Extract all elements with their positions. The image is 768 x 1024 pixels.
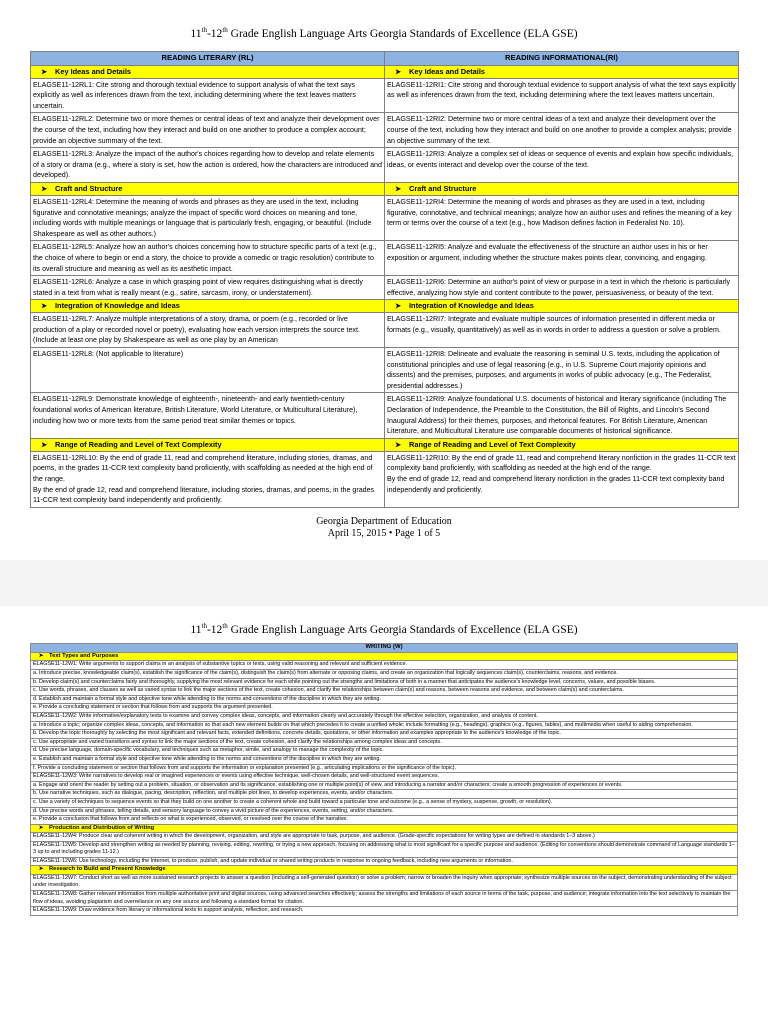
standard-row bbox=[31, 721, 738, 730]
arrow-bullet-icon: ➤ bbox=[395, 68, 401, 76]
standard-cell bbox=[31, 712, 738, 721]
standard-cell bbox=[31, 747, 738, 756]
standard-text: ELAGSE11-12RI5: Analyze and evaluate the effectiveness of the structure an author uses in his or her exposition or argument, including whether the structure makes points clear, convincing, and engaging. bbox=[387, 243, 708, 262]
standard-text: ELAGSE11-12W9: Draw evidence from literary or informational texts to support analysis, reflection, and research. bbox=[33, 907, 304, 914]
arrow-bullet-icon: ➤ bbox=[38, 866, 44, 873]
arrow-bullet-icon: ➤ bbox=[41, 441, 47, 449]
section-heading-text: Text Types and Purposes bbox=[49, 653, 119, 659]
section-heading-text: Integration of Knowledge and Ideas bbox=[55, 301, 180, 311]
section-heading-cell bbox=[385, 65, 739, 78]
title-number: 11 bbox=[190, 27, 202, 40]
section-heading-cell bbox=[31, 824, 738, 832]
reading-standards-table bbox=[30, 51, 739, 508]
standard-text: ELAGSE11-12W4: Produce clear and coherent writing in which the development, organization, and style are appropriate to task, purpose, and audience. (Grade-specific expectations for writing types are defined in standards 1–3 above.) bbox=[33, 833, 595, 840]
standard-row bbox=[31, 113, 739, 148]
standard-cell bbox=[31, 807, 738, 816]
standard-text: ELAGSE11-12RI6: Determine an author's point of view or purpose in a text in which the rhetoric is particularly effective, analyzing how style and content contribute to the power, persuasiveness, or beauty of the text. bbox=[387, 278, 731, 297]
standard-row bbox=[31, 764, 738, 773]
arrow-bullet-icon: ➤ bbox=[41, 303, 47, 311]
arrow-bullet-icon: ➤ bbox=[395, 441, 401, 449]
title-number: -12 bbox=[206, 27, 223, 40]
section-heading-text: Research to Build and Present Knowledge bbox=[49, 866, 166, 873]
standard-row bbox=[31, 907, 738, 916]
standard-row bbox=[31, 313, 739, 348]
section-heading-text: Range of Reading and Level of Text Complexity bbox=[409, 439, 576, 449]
arrow-bullet-icon: ➤ bbox=[38, 824, 44, 831]
footer-date-page: April 15, 2015 • Page 1 of 5 bbox=[327, 528, 441, 539]
standard-cell bbox=[31, 678, 738, 687]
section-heading-text: Range of Reading and Level of Text Complexity bbox=[55, 439, 222, 449]
standard-cell bbox=[31, 148, 385, 183]
arrow-bullet-icon: ➤ bbox=[41, 185, 47, 193]
standard-cell bbox=[31, 857, 738, 866]
standard-text: ELAGSE11-12RI3: Analyze a complex set of ideas or sequence of events and explain how specific individuals, ideas, or events interact and develop over the course of the text. bbox=[387, 150, 734, 169]
standard-text: ELAGSE11-12W5: Develop and strengthen writing as needed by planning, revising, editing, rewriting, or trying a new approach, focusing on addressing what is most significant for a specific purpose and audience. (Editing for conventions should demonstrate command of Language standards 1–3 up to and including grades 11-12.) bbox=[33, 841, 735, 856]
title-ordinal: th bbox=[222, 26, 228, 34]
title-text: Grade English Language Arts Georgia Standards of Excellence (ELA GSE) bbox=[227, 27, 578, 40]
standard-text: e. Provide a concluding statement or section that follows from and supports the argument presented. bbox=[33, 704, 273, 711]
title-number: 11 bbox=[190, 623, 202, 636]
section-heading-text: Craft and Structure bbox=[409, 183, 477, 193]
standard-row bbox=[31, 874, 738, 890]
section-heading-text: Production and Distribution of Writing bbox=[49, 824, 155, 831]
standard-row bbox=[31, 687, 738, 696]
standard-text: ELAGSE11-12RL9: Demonstrate knowledge of eighteenth-, nineteenth- and early twentieth-century foundational works of American literature, British Literature, World Literature, or Multicultural Literature), including how two or more texts from the same period treat similar themes or topics. bbox=[33, 395, 358, 425]
standard-text: f. Provide a concluding statement or section that follows from and supports the information or explanation presented (e.g., articulating implications or the significance of the topic). bbox=[33, 764, 457, 771]
arrow-bullet-icon: ➤ bbox=[38, 653, 44, 659]
column-header-writing: WRITING (W) bbox=[31, 644, 738, 653]
page-footer bbox=[0, 516, 768, 540]
standard-cell bbox=[31, 393, 385, 438]
standard-cell bbox=[31, 687, 738, 696]
section-heading-text: Key Ideas and Details bbox=[409, 66, 485, 76]
standard-text: c. Use a variety of techniques to sequence events so that they build on one another to create a coherent whole and build toward a particular tone and outcome (e.g., a sense of mystery, suspense, growth, or resolution). bbox=[33, 798, 553, 805]
standard-cell bbox=[31, 78, 385, 113]
section-row bbox=[31, 438, 739, 451]
standard-row bbox=[31, 816, 738, 825]
standard-text: ELAGSE11-12RI7: Integrate and evaluate multiple sources of information presented in different media or formats (e.g., visually, quantitatively) as well as in words in order to address a question or solve a problem. bbox=[387, 315, 721, 334]
standard-cell bbox=[31, 833, 738, 842]
standard-text: a. Introduce a topic; organize complex ideas, concepts, and information so that each new element builds on that which precedes it to create a unified whole; include formatting (e.g., headings), graphics (e.g., figures, tables), and multimedia when useful to aiding comprehension. bbox=[33, 721, 693, 728]
standard-row bbox=[31, 670, 738, 679]
standard-text: d. Use precise language, domain-specific vocabulary, and techniques such as metaphor, simile, and analogy to manage the complexity of the topic. bbox=[33, 747, 384, 754]
standard-cell bbox=[31, 661, 738, 670]
standard-row bbox=[31, 833, 738, 842]
section-row bbox=[31, 824, 738, 832]
page1-title bbox=[0, 26, 768, 40]
standard-text: ELAGSE11-12RL7: Analyze multiple interpretations of a story, drama, or poem (e.g., recorded or live production of a play or recorded novel or poetry), evaluating how each version interprets the source text. (Include at least one play by Shakespeare as well as one play by an American bbox=[33, 315, 360, 345]
standard-text: ELAGSE11-12W8: Gather relevant information from multiple authoritative print and digital sources, using advanced searches effectively; assess the strengths and limitations of each source in terms of the task, purpose, and audience; integrate information into the text selectively to maintain the flow of ideas, avoiding plagiarism and overreliance on any one source and following a standard format for citation. bbox=[33, 891, 731, 905]
standard-row bbox=[31, 276, 739, 300]
standard-row bbox=[31, 195, 739, 240]
standard-text: ELAGSE11-12RL4: Determine the meaning of words and phrases as they are used in the text, including figurative and connotative meanings; analyze the impact of specific word choices on meaning and tone, including words with multiple meanings or language that is particularly fresh, engaging, or beautiful. (Include Shakespeare as well as other authors.) bbox=[33, 197, 372, 238]
standard-cell bbox=[31, 348, 385, 393]
standard-cell bbox=[385, 393, 739, 438]
standard-cell bbox=[385, 313, 739, 348]
standard-row bbox=[31, 730, 738, 739]
standard-cell bbox=[31, 773, 738, 782]
standard-text: b. Use narrative techniques, such as dialogue, pacing, description, reflection, and multiple plot lines, to develop experiences, events, and/or characters. bbox=[33, 790, 394, 797]
standard-cell bbox=[31, 874, 738, 890]
standard-row bbox=[31, 738, 738, 747]
writing-table-body bbox=[31, 653, 738, 916]
standard-cell bbox=[385, 113, 739, 148]
standard-cell bbox=[31, 241, 385, 276]
standard-cell bbox=[31, 781, 738, 790]
table-header-row bbox=[31, 52, 739, 66]
standard-text: ELAGSE11-12RI4: Determine the meaning of words and phrases as they are used in a text, including figurative, connotative, and technical meanings; analyze how an author uses and refines the meaning of a key term or terms over the course of a text (e.g., how Madison defines faction in Federalist No. 10). bbox=[387, 197, 732, 228]
standard-text: ELAGSE11-12RI1: Cite strong and thorough textual evidence to support analysis of what the text says explicitly as well as inferences drawn from the text, including determining where the text leaves matters uncertain. bbox=[387, 80, 736, 100]
standard-row bbox=[31, 661, 738, 670]
standard-row bbox=[31, 790, 738, 799]
standard-text: a. Engage and orient the reader by setting out a problem, situation, or observation and its significance, establishing one or multiple point(s) of view, and introducing a narrator and/or characters; create a smooth progression of experiences or events. bbox=[33, 781, 623, 788]
section-heading-cell bbox=[385, 438, 739, 451]
standard-text: d. Use precise words and phrases, telling details, and sensory language to convey a vivid picture of the experiences, events, setting, and/or characters. bbox=[33, 807, 394, 814]
standard-text: ELAGSE11-12W1: Write arguments to support claims in an analysis of substantive topics or texts, using valid reasoning and relevant and sufficient evidence. bbox=[33, 661, 407, 668]
column-header-reading-informational: READING INFORMATIONAL(RI) bbox=[385, 52, 739, 66]
standard-row bbox=[31, 891, 738, 907]
standard-text: ELAGSE11-12RL3: Analyze the impact of the author's choices regarding how to develop and relate elements of a story or drama (e.g., where a story is set, how the action is ordered, how the characters are introduced and developed). bbox=[33, 150, 382, 180]
standard-cell bbox=[31, 891, 738, 907]
standard-text: ELAGSE11-12W6: Use technology, including the Internet, to produce, publish, and update individual or shared writing products in response to ongoing feedback, including new arguments or information. bbox=[33, 857, 513, 864]
title-ordinal: th bbox=[201, 622, 207, 630]
column-header-reading-literary: READING LITERARY (RL) bbox=[31, 52, 385, 66]
standard-text: ELAGSE11-12W3: Write narratives to develop real or imagined experiences or events using effective technique, well-chosen details, and well-structured event sequences. bbox=[33, 773, 440, 780]
standard-row bbox=[31, 241, 739, 276]
standard-text: e. Provide a conclusion that follows from and reflects on what is experienced, observed, or resolved over the course of the narrative. bbox=[33, 816, 348, 823]
standard-text: ELAGSE11-12RL8: (Not applicable to literature) bbox=[33, 350, 184, 359]
standard-cell bbox=[31, 738, 738, 747]
footer-department: Georgia Department of Education bbox=[316, 516, 452, 527]
table-header-row bbox=[31, 644, 738, 653]
standard-row bbox=[31, 807, 738, 816]
section-row bbox=[31, 182, 739, 195]
standard-cell bbox=[31, 798, 738, 807]
section-heading-cell bbox=[31, 300, 385, 313]
standard-cell bbox=[31, 276, 385, 300]
arrow-bullet-icon: ➤ bbox=[41, 68, 47, 76]
standard-cell bbox=[31, 730, 738, 739]
section-heading-text: Key Ideas and Details bbox=[55, 66, 131, 76]
standard-cell bbox=[31, 907, 738, 916]
standard-cell bbox=[31, 755, 738, 764]
section-heading-cell bbox=[385, 300, 739, 313]
standard-row bbox=[31, 755, 738, 764]
standard-cell bbox=[385, 241, 739, 276]
section-heading-cell bbox=[31, 65, 385, 78]
standard-text: d. Establish and maintain a formal style and objective tone while attending to the norms and conventions of the discipline in which they are writing. bbox=[33, 695, 381, 702]
standard-row bbox=[31, 148, 739, 183]
standard-cell bbox=[31, 670, 738, 679]
title-text: Grade English Language Arts Georgia Standards of Excellence (ELA GSE) bbox=[227, 623, 578, 636]
standard-text: b. Develop the topic thoroughly by selecting the most significant and relevant facts, extended definitions, concrete details, quotations, or other information and examples appropriate to the audience's knowledge of the topic. bbox=[33, 730, 561, 737]
standard-row bbox=[31, 451, 739, 507]
standard-row bbox=[31, 78, 739, 113]
standard-row bbox=[31, 841, 738, 857]
reading-table-body bbox=[31, 65, 739, 507]
standard-text: ELAGSE11-12RL6: Analyze a case in which grasping point of view requires distinguishing what is directly stated in a text from what is really meant (e.g., satire, sarcasm, irony, or understatement). bbox=[33, 278, 363, 297]
standard-text: ELAGSE11-12RI2: Determine two or more central ideas of a text and analyze their development over the course of the text, including how they interact and build on one another to provide a complex analysis; provide an objective summary of the text. bbox=[387, 115, 732, 145]
standard-cell bbox=[31, 695, 738, 704]
section-heading-text: Integration of Knowledge and Ideas bbox=[409, 301, 534, 311]
standard-text: ELAGSE11-12RL10: By the end of grade 11, read and comprehend literature, including stories, dramas, and poems, in the grades 11-CCR text complexity band proficiently, with scaffolding as needed at the high end of the range. By the end of grade 12, read and comprehend literature, including stories, dramas, and poems, in the grades 11-CCR text complexity band independently and proficiently. bbox=[33, 453, 375, 505]
writing-standards-table bbox=[30, 643, 738, 916]
section-heading-cell bbox=[31, 866, 738, 874]
standard-cell bbox=[31, 451, 385, 507]
standard-cell bbox=[31, 721, 738, 730]
standard-row bbox=[31, 773, 738, 782]
standard-row bbox=[31, 393, 739, 438]
page-break bbox=[0, 560, 768, 606]
arrow-bullet-icon: ➤ bbox=[395, 303, 401, 311]
standard-cell bbox=[385, 451, 739, 507]
standard-cell bbox=[31, 790, 738, 799]
standard-cell bbox=[31, 816, 738, 825]
standard-cell bbox=[385, 276, 739, 300]
standard-cell bbox=[31, 195, 385, 240]
standard-text: c. Use words, phrases, and clauses as well as varied syntax to link the major sections of the text, create cohesion, and clarify the relationships between claim(s) and reasons, between reasons and evidence, and between claim(s) and counterclaims. bbox=[33, 687, 624, 694]
section-heading-cell bbox=[385, 182, 739, 195]
standard-row bbox=[31, 857, 738, 866]
standard-cell bbox=[31, 313, 385, 348]
standard-cell bbox=[385, 348, 739, 393]
standard-text: ELAGSE11-12RI9: Analyze foundational U.S. documents of historical and literary significance (including The Declaration of Independence, the Preamble to the Constitution, the Bill of Rights, and Lincoln's Second Inaugural Address) for their themes, purposes, and rhetorical features. For British Literature, American Literature, and Multicultural Literature use comparable documents of historical significance. bbox=[387, 395, 727, 436]
title-number: -12 bbox=[206, 623, 223, 636]
section-heading-cell bbox=[31, 438, 385, 451]
section-heading-cell bbox=[31, 653, 738, 661]
standard-cell bbox=[31, 764, 738, 773]
standard-text: e. Establish and maintain a formal style and objective tone while attending to the norms and conventions of the discipline in which they are writing. bbox=[33, 755, 381, 762]
standard-cell bbox=[31, 841, 738, 857]
standard-row bbox=[31, 704, 738, 713]
section-heading-text: Craft and Structure bbox=[55, 183, 123, 193]
section-row bbox=[31, 866, 738, 874]
standard-row bbox=[31, 712, 738, 721]
section-row bbox=[31, 300, 739, 313]
standard-row bbox=[31, 798, 738, 807]
standard-text: a. Introduce precise, knowledgeable claim(s), establish the significance of the claim(s), distinguish the claim(s) from alternate or opposing claims, and create an organization that logically sequences claim(s), counterclaims, reasons, and evidence. bbox=[33, 670, 618, 676]
standard-cell bbox=[385, 78, 739, 113]
standard-text: ELAGSE11-12W2: Write informative/explanatory texts to examine and convey complex ideas, concepts, and information clearly and accurately through the effective selection, organization, and analysis of content. bbox=[33, 712, 538, 719]
standard-cell bbox=[31, 113, 385, 148]
standard-text: ELAGSE11-12RL1: Cite strong and thorough textual evidence to support analysis of what the text says explicitly as well as inferences drawn from the text, including determining where the text leaves matters uncertain. bbox=[33, 80, 356, 110]
standard-row bbox=[31, 348, 739, 393]
standard-text: ELAGSE11-12W7: Conduct short as well as more sustained research projects to answer a question (including a self-generated question) or solve a problem; narrow or broaden the inquiry when appropriate; synthesize multiple sources on the subject, demonstrating understanding of the subject under investigation. bbox=[33, 874, 732, 889]
standard-row bbox=[31, 678, 738, 687]
standard-text: b. Develop claim(s) and counterclaims fairly and thoroughly, supplying the most relevant evidence for each while pointing out the strengths and limitations of both in a manner that anticipates the audience's knowledge level, concerns, values, and possible biases. bbox=[33, 678, 656, 685]
standard-text: c. Use appropriate and varied transitions and syntax to link the major sections of the text, create cohesion, and clarify the relationships among complex ideas and concepts. bbox=[33, 738, 442, 745]
section-row bbox=[31, 653, 738, 661]
title-ordinal: th bbox=[222, 622, 228, 630]
standard-text: ELAGSE11-12RL2: Determine two or more themes or central ideas of text and analyze their development over the course of the text, including how they interact and build on one another to produce a complex account; provide an objective summary of the text. bbox=[33, 115, 380, 145]
standard-text: ELAGSE11-12RL5: Analyze how an author's choices concerning how to structure specific parts of a text (e.g., the choice of where to begin or end a story, the choice to provide a comedic or tragic resolution) contribute to its overall structure and meaning as well as its aesthetic impact. bbox=[33, 243, 377, 273]
standard-text: ELAGSE11-12RI10: By the end of grade 11, read and comprehend literary nonfiction in the grades 11-CCR text complexity band proficiently, with scaffolding as needed at the high end of the range. By the end of grade 12, read and comprehend literary nonfiction in the grades 11-CCR text complexity band independently and proficiently. bbox=[387, 453, 736, 494]
standard-row bbox=[31, 747, 738, 756]
arrow-bullet-icon: ➤ bbox=[395, 185, 401, 193]
section-heading-cell bbox=[31, 182, 385, 195]
section-row bbox=[31, 65, 739, 78]
page2-title bbox=[0, 622, 768, 636]
standard-cell bbox=[31, 704, 738, 713]
standard-text: ELAGSE11-12RI8: Delineate and evaluate the reasoning in seminal U.S. texts, including the application of constitutional principles and use of legal reasoning (e.g., in U.S. Supreme Court majority opinions and dissents) and the premises, purposes, and arguments in works of public advocacy (e.g., The Federalist, presidential addresses.) bbox=[387, 350, 720, 390]
standard-cell bbox=[385, 148, 739, 183]
standard-row bbox=[31, 781, 738, 790]
title-ordinal: th bbox=[201, 26, 207, 34]
standard-row bbox=[31, 695, 738, 704]
standard-cell bbox=[385, 195, 739, 240]
